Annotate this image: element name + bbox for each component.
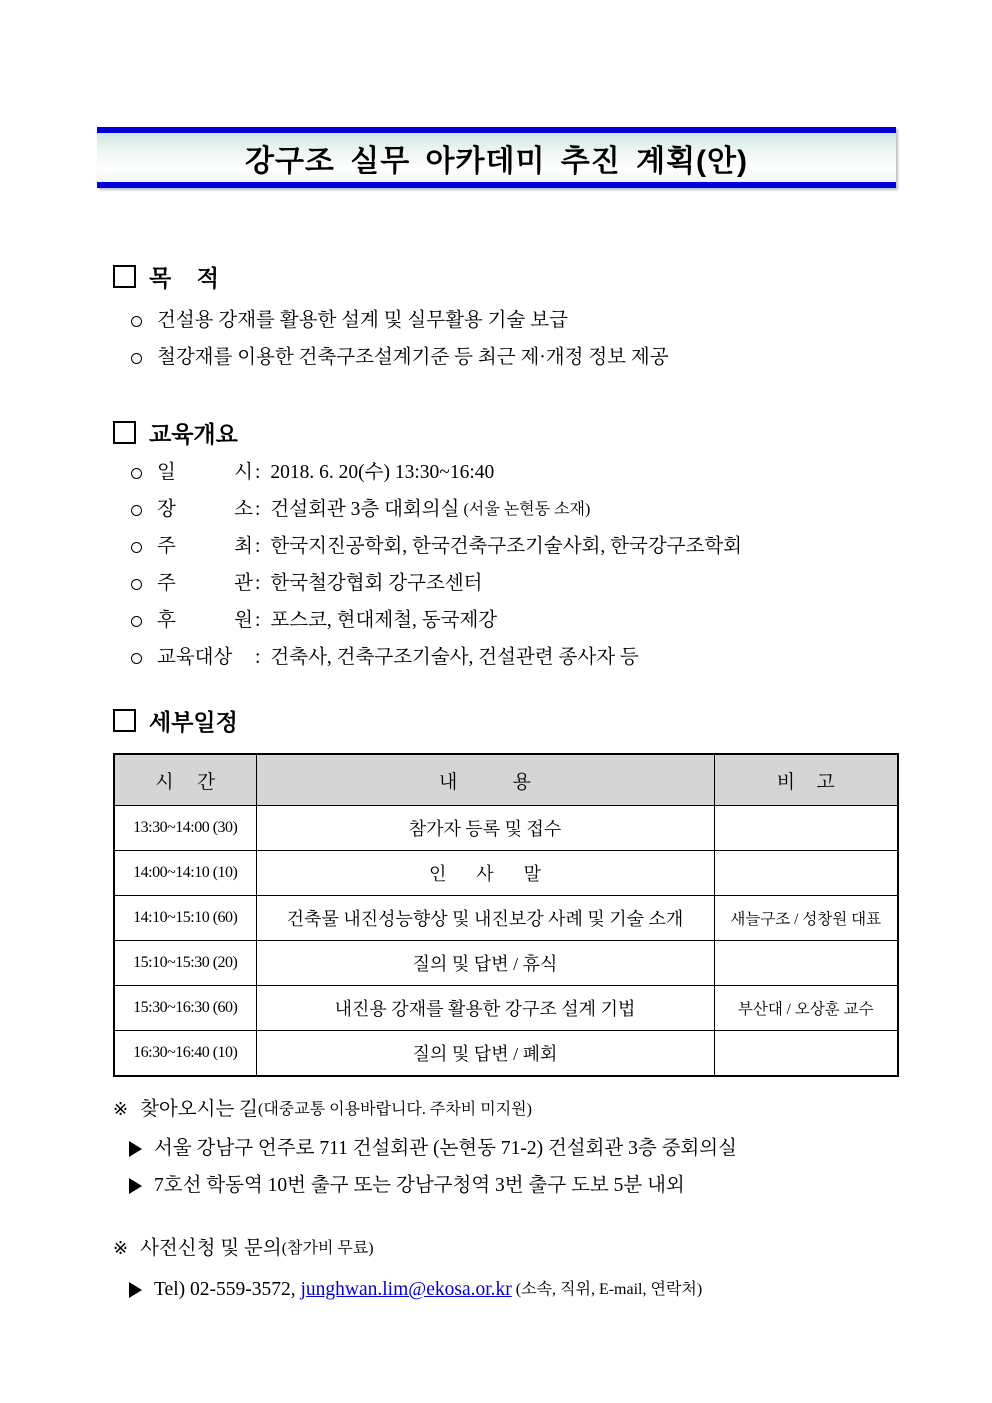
- page-title: 강구조 실무 아카데미 추진 계획(안): [244, 144, 749, 178]
- cell-note: 부산대 / 오상훈 교수: [714, 986, 898, 1031]
- overview-label: 교육대상: [157, 647, 233, 668]
- cell-time: 16:30~16:40 (10): [114, 1031, 256, 1077]
- contact-tel: Tel) 02-559-3572,: [154, 1279, 301, 1300]
- overview-row: [113, 608, 897, 634]
- cell-time: 15:30~16:30 (60): [114, 986, 256, 1031]
- directions-title-row: [113, 1096, 897, 1123]
- bullet-circle-icon: [131, 616, 142, 627]
- banner-body: [97, 133, 896, 182]
- col-header-time: 시 간: [114, 754, 256, 806]
- overview-colon: :: [255, 536, 261, 557]
- cell-content: 질의 및 답변 / 휴식: [256, 941, 714, 986]
- contact-suffix: (소속, 직위, E-mail, 연락처): [511, 1281, 703, 1298]
- cell-note: [714, 1031, 898, 1077]
- schedule-row: [114, 851, 898, 896]
- reference-mark-icon: ※: [113, 1238, 129, 1259]
- section-directions: [113, 1096, 897, 1199]
- section-square-icon: [113, 265, 136, 288]
- overview-heading: 교육개요: [149, 420, 238, 447]
- bullet-circle-icon: [131, 579, 142, 590]
- schedule-row: [114, 806, 898, 851]
- directions-item: [113, 1135, 897, 1162]
- contact-detail-row: [113, 1276, 897, 1303]
- purpose-item-text: 건설용 강재를 활용한 설계 및 실무활용 기술 보급: [157, 310, 568, 331]
- directions-item-text: 7호선 학동역 10번 출구 또는 강남구청역 3번 출구 도보 5분 내외: [154, 1175, 685, 1196]
- overview-row: [113, 645, 897, 671]
- triangle-bullet-icon: [129, 1282, 142, 1298]
- cell-content: 인 사 말: [256, 851, 714, 896]
- purpose-item: [113, 308, 897, 334]
- cell-content: 참가자 등록 및 접수: [256, 806, 714, 851]
- overview-value: 한국철강협회 강구조센터: [270, 573, 483, 594]
- cell-time: 14:00~14:10 (10): [114, 851, 256, 896]
- schedule-heading: 세부일정: [149, 708, 238, 735]
- overview-label: 주 최: [157, 536, 253, 557]
- section-square-icon: [113, 421, 136, 444]
- overview-label: 주 관: [157, 573, 253, 594]
- cell-note: [714, 941, 898, 986]
- triangle-bullet-icon: [129, 1141, 142, 1157]
- overview-value: 2018. 6. 20(수) 13:30~16:40: [270, 462, 495, 483]
- overview-colon: :: [255, 499, 261, 520]
- purpose-item: [113, 345, 897, 371]
- triangle-bullet-icon: [129, 1178, 142, 1194]
- contact-title-row: [113, 1235, 897, 1262]
- overview-colon: :: [255, 462, 261, 483]
- overview-label: 후 원: [157, 610, 253, 631]
- overview-value-paren: (서울 논현동 소재): [463, 501, 591, 518]
- directions-item-text: 서울 강남구 언주로 711 건설회관 (논현동 71-2) 건설회관 3층 중회의실: [154, 1138, 737, 1159]
- overview-colon: :: [255, 610, 261, 631]
- banner-bottom-bar: [97, 182, 896, 188]
- schedule-row: [114, 986, 898, 1031]
- bullet-circle-icon: [131, 468, 142, 479]
- directions-item: [113, 1172, 897, 1199]
- section-contact: [113, 1235, 897, 1303]
- section-schedule: [113, 704, 897, 736]
- cell-content: 건축물 내진성능향상 및 내진보강 사례 및 기술 소개: [256, 896, 714, 941]
- bullet-circle-icon: [131, 505, 142, 516]
- bullet-circle-icon: [131, 316, 142, 327]
- schedule-header-row: [114, 754, 898, 806]
- overview-row: [113, 571, 897, 597]
- overview-heading-row: [113, 416, 897, 448]
- section-purpose: [113, 260, 897, 371]
- overview-label: 장 소: [157, 499, 253, 520]
- cell-content: 내진용 강재를 활용한 강구조 설계 기법: [256, 986, 714, 1031]
- schedule-row: [114, 1031, 898, 1077]
- contact-title: 사전신청 및 문의: [140, 1238, 282, 1259]
- overview-value: 포스코, 현대제철, 동국제강: [270, 610, 498, 631]
- overview-row: [113, 534, 897, 560]
- overview-value: 한국지진공학회, 한국건축구조기술사회, 한국강구조학회: [270, 536, 743, 557]
- bullet-circle-icon: [131, 653, 142, 664]
- overview-value: 건축사, 건축구조기술사, 건설관련 종사자 등: [270, 647, 639, 668]
- cell-time: 15:10~15:30 (20): [114, 941, 256, 986]
- schedule-heading-row: [113, 704, 897, 736]
- overview-colon: :: [255, 573, 261, 594]
- directions-title: 찾아오시는 길: [140, 1099, 258, 1120]
- cell-time: 13:30~14:00 (30): [114, 806, 256, 851]
- section-square-icon: [113, 709, 136, 732]
- contact-email-link[interactable]: junghwan.lim@ekosa.or.kr: [300, 1279, 512, 1300]
- schedule-row: [114, 941, 898, 986]
- bullet-circle-icon: [131, 542, 142, 553]
- schedule-table: [113, 753, 899, 1077]
- overview-row: [113, 497, 897, 523]
- overview-value: 건설회관 3층 대회의실: [270, 499, 460, 520]
- bullet-circle-icon: [131, 353, 142, 364]
- contact-title-paren: (참가비 무료): [281, 1240, 374, 1257]
- overview-label: 일 시: [157, 462, 253, 483]
- cell-time: 14:10~15:10 (60): [114, 896, 256, 941]
- cell-content: 질의 및 답변 / 폐회: [256, 1031, 714, 1077]
- cell-note: [714, 851, 898, 896]
- col-header-note: 비 고: [714, 754, 898, 806]
- overview-colon: :: [255, 647, 261, 668]
- cell-note: [714, 806, 898, 851]
- purpose-heading: 목 적: [149, 264, 219, 291]
- overview-row: [113, 460, 897, 486]
- col-header-content: 내 용: [256, 754, 714, 806]
- cell-note: 새늘구조 / 성창원 대표: [714, 896, 898, 941]
- directions-title-paren: (대중교통 이용바랍니다. 주차비 미지원): [258, 1101, 532, 1118]
- section-overview: [113, 416, 897, 671]
- purpose-heading-row: [113, 260, 897, 292]
- reference-mark-icon: ※: [113, 1099, 129, 1120]
- schedule-row: [114, 896, 898, 941]
- purpose-item-text: 철강재를 이용한 건축구조설계기준 등 최근 제·개정 정보 제공: [157, 347, 669, 368]
- title-banner: [97, 127, 896, 188]
